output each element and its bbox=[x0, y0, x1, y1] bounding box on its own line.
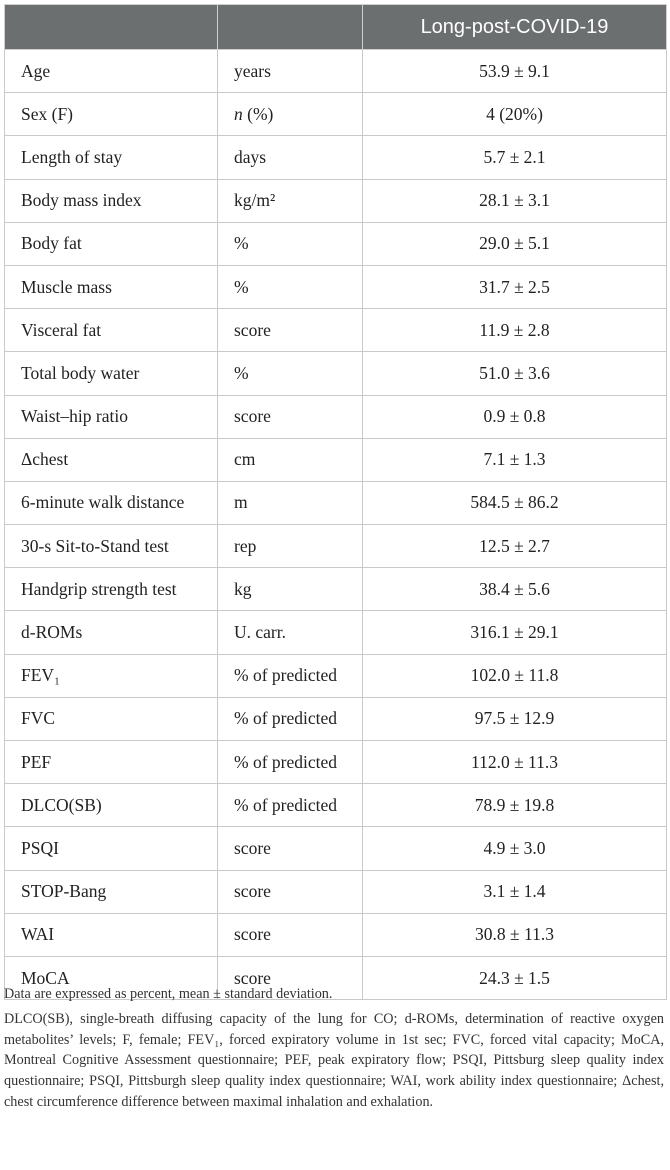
table-row bbox=[5, 784, 667, 827]
row-label-cell: Δchest bbox=[5, 438, 218, 481]
row-value-cell: 102.0 ± 11.8 bbox=[363, 654, 667, 697]
row-unit-cell: % bbox=[218, 265, 363, 308]
table-body bbox=[5, 50, 667, 1000]
row-value-cell: 78.9 ± 19.8 bbox=[363, 784, 667, 827]
table-row bbox=[5, 352, 667, 395]
row-label-cell: Length of stay bbox=[5, 136, 218, 179]
row-unit-cell: score bbox=[218, 956, 363, 999]
row-label-cell: Age bbox=[5, 50, 218, 93]
table-row bbox=[5, 222, 667, 265]
row-label-cell: DLCO(SB) bbox=[5, 784, 218, 827]
table-row bbox=[5, 870, 667, 913]
row-unit-cell: score bbox=[218, 827, 363, 870]
row-label-cell: 30-s Sit-to-Stand test bbox=[5, 525, 218, 568]
row-label-cell: FVC bbox=[5, 697, 218, 740]
table-row bbox=[5, 481, 667, 524]
row-unit-cell: % bbox=[218, 352, 363, 395]
row-label-cell: Handgrip strength test bbox=[5, 568, 218, 611]
row-unit-cell: kg/m² bbox=[218, 179, 363, 222]
table-row bbox=[5, 697, 667, 740]
row-unit-cell: days bbox=[218, 136, 363, 179]
table-row bbox=[5, 136, 667, 179]
row-value-cell: 51.0 ± 3.6 bbox=[363, 352, 667, 395]
table-header-row bbox=[5, 5, 667, 50]
table-row bbox=[5, 395, 667, 438]
row-unit-cell: cm bbox=[218, 438, 363, 481]
row-label-cell: STOP-Bang bbox=[5, 870, 218, 913]
row-label-cell: Body mass index bbox=[5, 179, 218, 222]
row-value-cell: 97.5 ± 12.9 bbox=[363, 697, 667, 740]
row-value-cell: 7.1 ± 1.3 bbox=[363, 438, 667, 481]
table-row bbox=[5, 611, 667, 654]
row-value-cell: 0.9 ± 0.8 bbox=[363, 395, 667, 438]
data-table bbox=[4, 4, 667, 1000]
header-cell-variable bbox=[5, 5, 218, 50]
row-value-cell: 29.0 ± 5.1 bbox=[363, 222, 667, 265]
row-label-cell: d-ROMs bbox=[5, 611, 218, 654]
row-unit-cell: rep bbox=[218, 525, 363, 568]
row-label-cell: WAI bbox=[5, 913, 218, 956]
table-row bbox=[5, 265, 667, 308]
table-row bbox=[5, 309, 667, 352]
row-value-cell: 4.9 ± 3.0 bbox=[363, 827, 667, 870]
row-unit-cell: % of predicted bbox=[218, 654, 363, 697]
table-row bbox=[5, 438, 667, 481]
table-row bbox=[5, 50, 667, 93]
row-unit-cell: score bbox=[218, 395, 363, 438]
row-value-cell: 5.7 ± 2.1 bbox=[363, 136, 667, 179]
row-label-cell: MoCA bbox=[5, 956, 218, 999]
row-value-cell: 584.5 ± 86.2 bbox=[363, 481, 667, 524]
row-unit-cell: % of predicted bbox=[218, 697, 363, 740]
row-label-cell: Sex (F) bbox=[5, 93, 218, 136]
row-value-cell: 316.1 ± 29.1 bbox=[363, 611, 667, 654]
footnote-data-expression: Data are expressed as percent, mean ± standard deviation. bbox=[4, 986, 333, 1002]
table-row bbox=[5, 525, 667, 568]
row-unit-cell: score bbox=[218, 913, 363, 956]
table-row bbox=[5, 913, 667, 956]
row-label-cell: Body fat bbox=[5, 222, 218, 265]
row-unit-cell: % bbox=[218, 222, 363, 265]
row-value-cell: 38.4 ± 5.6 bbox=[363, 568, 667, 611]
row-value-cell: 112.0 ± 11.3 bbox=[363, 741, 667, 784]
table-row bbox=[5, 741, 667, 784]
row-unit-cell: % of predicted bbox=[218, 784, 363, 827]
row-label-cell: Visceral fat bbox=[5, 309, 218, 352]
table-row bbox=[5, 568, 667, 611]
row-value-cell: 53.9 ± 9.1 bbox=[363, 50, 667, 93]
row-value-cell: 24.3 ± 1.5 bbox=[363, 956, 667, 999]
table-footnotes bbox=[4, 984, 664, 1117]
header-cell-group: Long-post-COVID-19 bbox=[363, 5, 667, 50]
row-unit-cell: U. carr. bbox=[218, 611, 363, 654]
row-value-cell: 31.7 ± 2.5 bbox=[363, 265, 667, 308]
row-unit-cell: score bbox=[218, 870, 363, 913]
row-unit-cell: kg bbox=[218, 568, 363, 611]
table-row bbox=[5, 179, 667, 222]
row-unit-cell: m bbox=[218, 481, 363, 524]
row-value-cell: 11.9 ± 2.8 bbox=[363, 309, 667, 352]
table-row bbox=[5, 827, 667, 870]
row-unit-cell: score bbox=[218, 309, 363, 352]
row-label-cell: Waist–hip ratio bbox=[5, 395, 218, 438]
table-row bbox=[5, 654, 667, 697]
row-label-cell: FEV₁ bbox=[5, 654, 218, 697]
row-value-cell: 30.8 ± 11.3 bbox=[363, 913, 667, 956]
table-row bbox=[5, 93, 667, 136]
row-label-cell: PEF bbox=[5, 741, 218, 784]
row-label-cell: Muscle mass bbox=[5, 265, 218, 308]
row-value-cell: 3.1 ± 1.4 bbox=[363, 870, 667, 913]
header-cell-unit bbox=[218, 5, 363, 50]
footnote-abbreviations: DLCO(SB), single-breath diffusing capacity of the lung for CO; d-ROMs, determination of reactive oxygen metabolites’ levels; F, female; FEV₁, forced expiratory volume in 1st sec; FVC, forced vital capacity; MoCA, Montreal Cognitive Assessment questionnaire; PEF, peak expiratory flow; PSQI, Pittsburg sleep quality index questionnaire; PSQI, Pittsburgh sleep quality index questionnaire; WAI, work ability index questionnaire; Δchest, chest circumference difference between maximal inhalation and exhalation. bbox=[4, 1010, 664, 1110]
row-label-cell: 6-minute walk distance bbox=[5, 481, 218, 524]
row-unit-cell: % of predicted bbox=[218, 741, 363, 784]
row-value-cell: 4 (20%) bbox=[363, 93, 667, 136]
row-value-cell: 12.5 ± 2.7 bbox=[363, 525, 667, 568]
row-label-cell: Total body water bbox=[5, 352, 218, 395]
row-unit-cell: n (%) bbox=[218, 93, 363, 136]
row-value-cell: 28.1 ± 3.1 bbox=[363, 179, 667, 222]
row-label-cell: PSQI bbox=[5, 827, 218, 870]
row-unit-cell: years bbox=[218, 50, 363, 93]
